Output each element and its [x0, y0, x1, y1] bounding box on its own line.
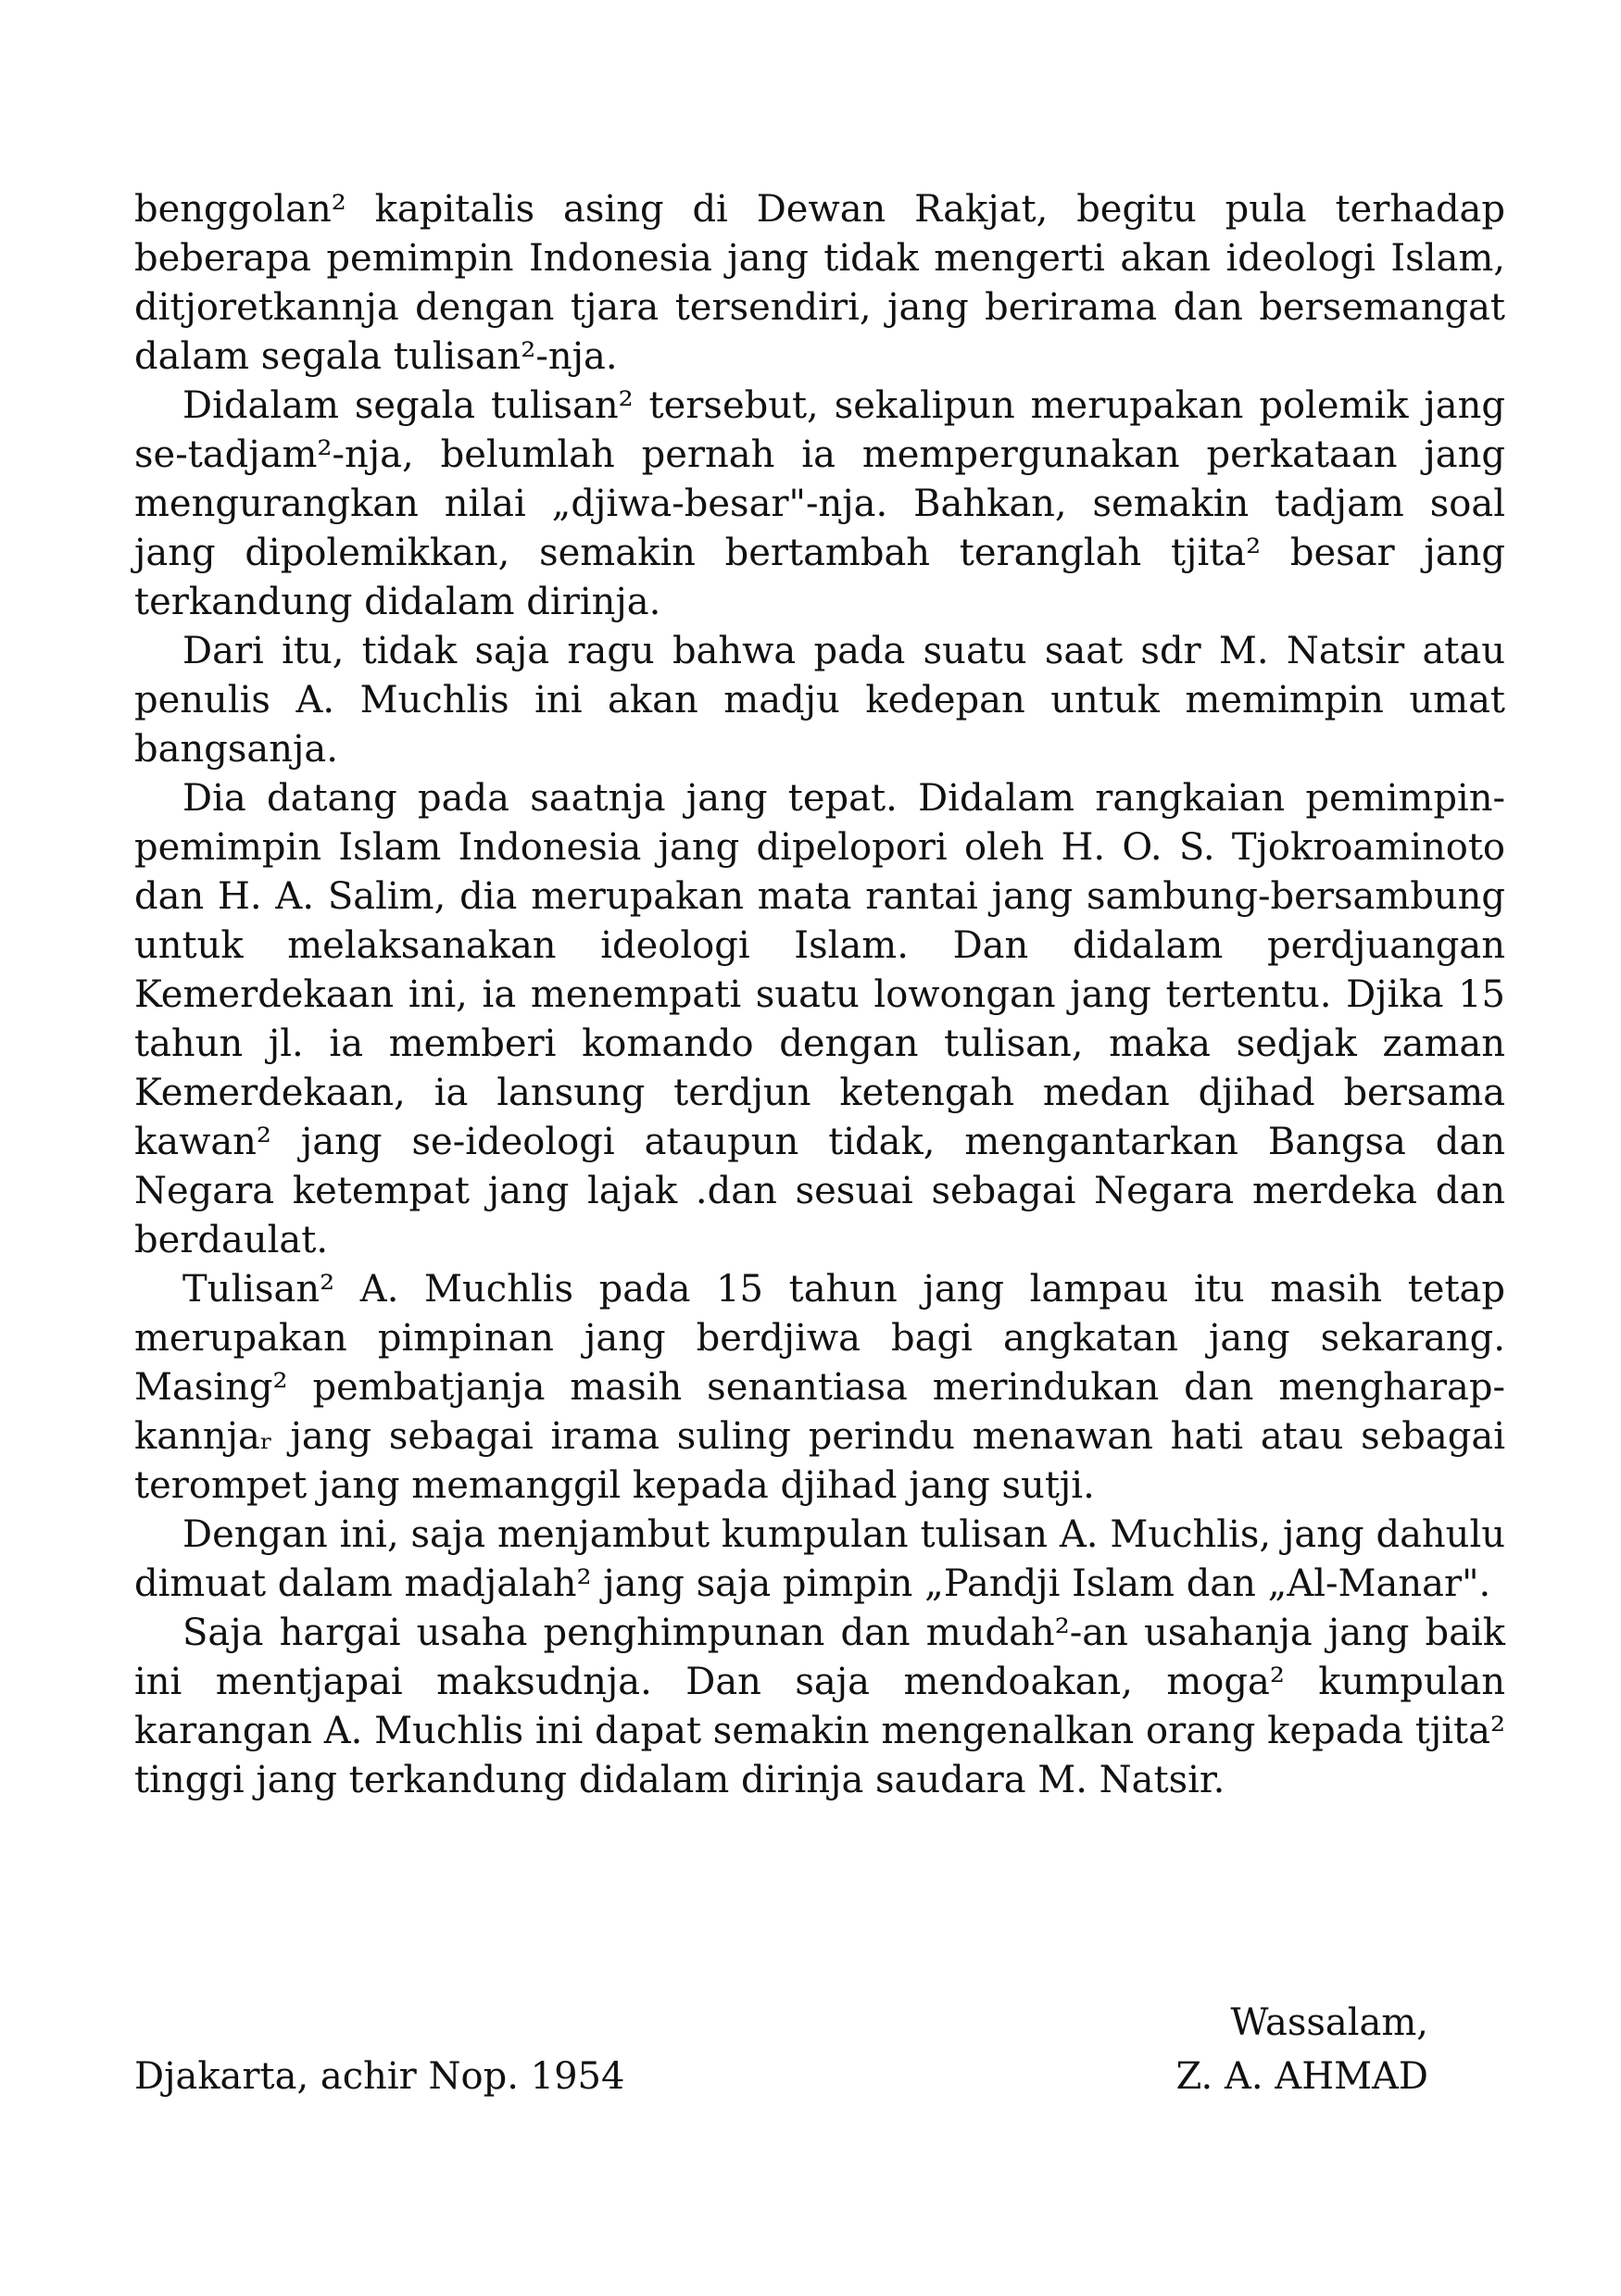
paragraph-4: Dia datang pada saatnja jang tepat. Didalam rangkaian pemimpin-pemimpin Islam Indonesia jang dipelopori oleh H. O. S. Tjokroaminoto dan H. A. Salim, dia merupakan mata rantai jang sambung-bersambung untuk melaksanakan ideologi Islam. Dan didalam perdjuangan Kemerdekaan ini, ia menempati suatu lowongan jang tertentu. Djika 15 tahun jl. ia memberi komando dengan tulisan, maka sedjak zaman Kemerdekaan, ia lansung terdjun ketengah medan djihad bersama kawan² jang se-ideologi ataupun tidak, mengantarkan Bangsa dan Negara ketempat jang lajak .dan sesuai sebagai Negara merdeka dan berdaulat.	[134, 777, 1505, 1261]
paragraph-3: Dari itu, tidak saja ragu bahwa pada suatu saat sdr M. Natsir atau penulis A. Muchlis ini akan madju kedepan untuk memimpin umat bangsanja.	[134, 630, 1505, 771]
paragraph-7: Saja hargai usaha penghimpunan dan mudah²-an usahanja jang baik ini mentjapai maksudnja. Dan saja mendoakan, moga² kumpulan karangan A. Muchlis ini dapat semakin mengenalkan orang kepada tjita² tinggi jang terkandung didalam dirinja saudara M. Natsir.	[134, 1612, 1505, 1801]
paragraph-1: benggolan² kapitalis asing di Dewan Rakjat, begitu pula terhadap beberapa pemimpin Indonesia jang tidak mengerti akan ideologi Islam, ditjoretkannja dengan tjara tersendiri, jang berirama dan bersemangat dalam segala tulisan²-nja.	[134, 188, 1505, 378]
paragraph-6: Dengan ini, saja menjambut kumpulan tulisan A. Muchlis, jang dahulu dimuat dalam madjalah² jang saja pimpin „Pandji Islam dan „Al-Manar".	[134, 1513, 1505, 1605]
closing-salutation: Wassalam,	[1230, 2001, 1428, 2044]
paragraph-5: Tulisan² A. Muchlis pada 15 tahun jang lampau itu masih tetap merupakan pimpinan jang berdjiwa bagi angkatan jang sekarang. Masing² pembatjanja masih senantiasa merindukan dan mengharapkannjaᵣ jang sebagai irama suling perindu menawan hati atau sebagai terompet jang memanggil kepada djihad jang sutji.	[134, 1268, 1505, 1507]
body-text	[134, 185, 1505, 1805]
signatory-name: Z. A. AHMAD	[1175, 2055, 1428, 2098]
paragraph-2: Didalam segala tulisan² tersebut, sekalipun merupakan polemik jang se-tadjam²-nja, belumlah pernah ia mempergunakan perkataan jang mengurangkan nilai „djiwa-besar"-nja. Bahkan, semakin tadjam soal jang dipolemikkan, semakin bertambah teranglah tjita² besar jang terkandung didalam dirinja.	[134, 384, 1505, 623]
place-and-date: Djakarta, achir Nop. 1954	[134, 2055, 625, 2098]
